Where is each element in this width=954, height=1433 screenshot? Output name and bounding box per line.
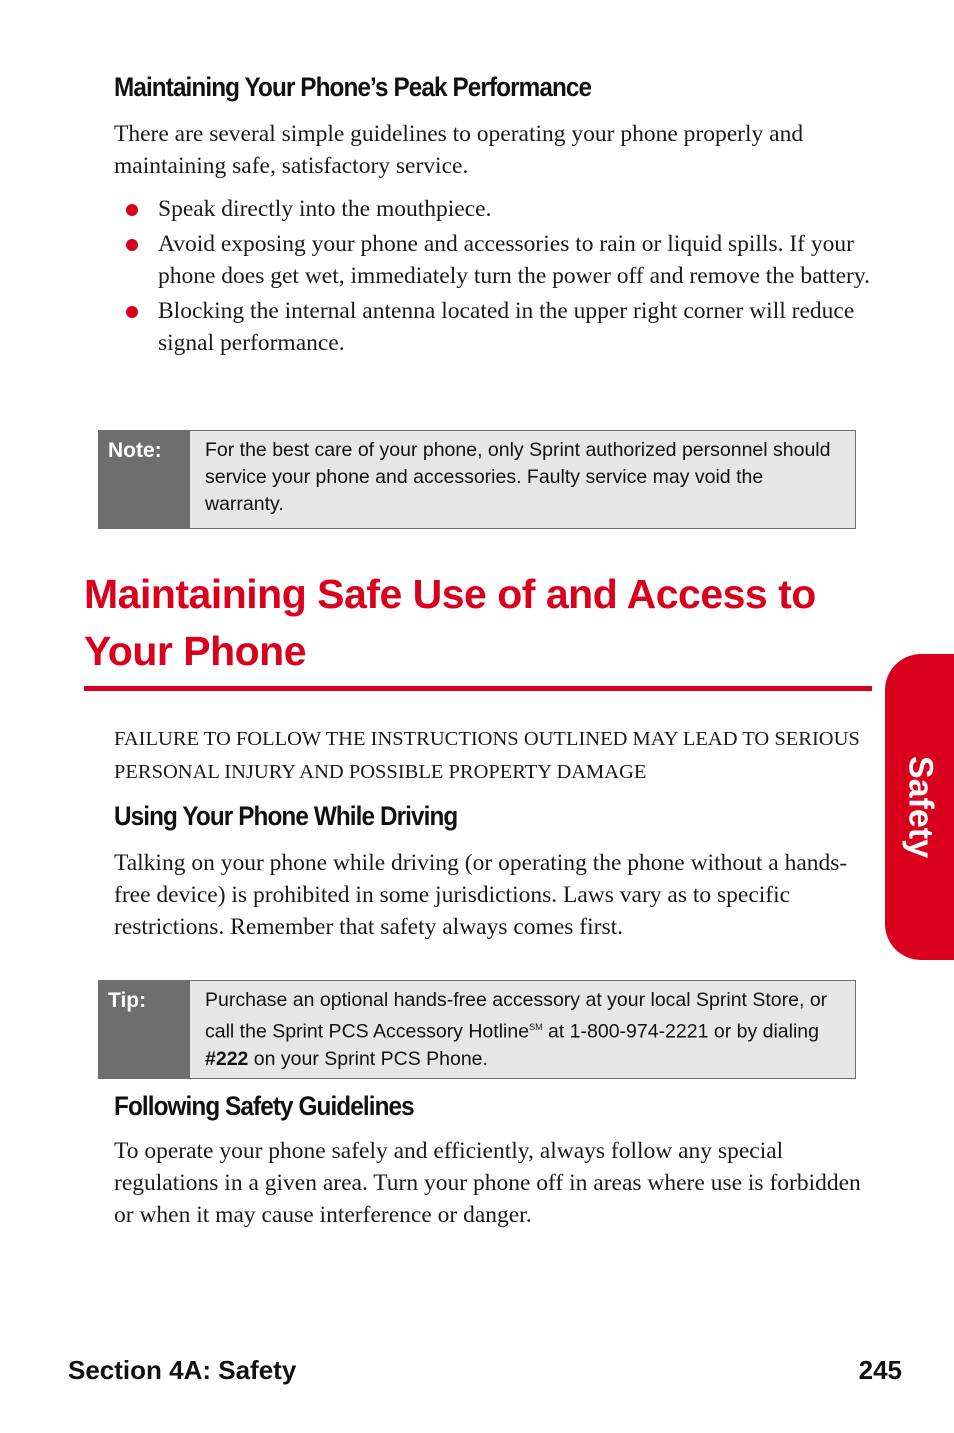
list-item-text: Avoid exposing your phone and accessories to rain or liquid spills. If your phone does get wet, immediately turn the power off and remove the battery. bbox=[158, 231, 870, 289]
bullet-icon bbox=[126, 204, 138, 216]
note-label: Note: bbox=[99, 431, 190, 528]
list-item-text: Blocking the internal antenna located in the upper right corner will reduce signal performance. bbox=[158, 298, 855, 356]
page-number: 245 bbox=[858, 1355, 902, 1385]
tip-text-part-2: at 1-800-974-2221 or by dialing bbox=[542, 1020, 819, 1043]
list-item bbox=[114, 295, 874, 359]
peak-performance-heading: Maintaining Your Phone’s Peak Performance bbox=[114, 72, 592, 102]
tip-callout bbox=[98, 980, 856, 1079]
bullet-icon bbox=[126, 306, 138, 318]
warning-text: FAILURE TO FOLLOW THE INSTRUCTIONS OUTLINED MAY LEAD TO SERIOUS PERSONAL INJURY AND POSSIBLE PROPERTY DAMAGE bbox=[114, 728, 860, 783]
title-divider bbox=[84, 686, 872, 691]
list-item bbox=[114, 193, 874, 225]
driving-heading: Using Your Phone While Driving bbox=[114, 801, 458, 831]
guidelines-heading: Following Safety Guidelines bbox=[114, 1091, 414, 1121]
bullet-icon bbox=[126, 239, 138, 251]
driving-text: Talking on your phone while driving (or operating the phone without a hands-free device) is prohibited in some jurisdictions. Laws vary as to specific restrictions. Remember that safety always comes first. bbox=[114, 850, 848, 940]
side-tab-label: Safety bbox=[901, 755, 939, 859]
note-text: For the best care of your phone, only Sprint authorized personnel should service your phone and accessories. Faulty service may void the warranty. bbox=[205, 439, 831, 515]
section-side-tab bbox=[885, 654, 954, 960]
tip-dial-code: #222 bbox=[205, 1047, 249, 1070]
note-callout bbox=[98, 430, 856, 529]
list-item-text: Speak directly into the mouthpiece. bbox=[158, 196, 492, 222]
tip-text bbox=[190, 981, 855, 1078]
peak-performance-intro: There are several simple guidelines to operating your phone properly and maintaining safe, satisfactory service. bbox=[114, 121, 804, 179]
tip-label: Tip: bbox=[99, 981, 190, 1078]
tip-text-part-1: Purchase an optional hands-free accessory at your local Sprint Store, or call the Sprint PCS Accessory Hotline bbox=[205, 989, 828, 1043]
tip-text-part-3: on your Sprint PCS Phone. bbox=[248, 1047, 488, 1070]
guidelines-text: To operate your phone safely and efficiently, always follow any special regulations in a given area. Turn your phone off in areas where use is forbidden or when it may cause interference or danger. bbox=[114, 1138, 861, 1228]
page-title: Maintaining Safe Use of and Access to Your Phone bbox=[84, 571, 816, 674]
service-mark: SM bbox=[529, 1022, 543, 1032]
footer-section-label: Section 4A: Safety bbox=[68, 1355, 297, 1385]
peak-performance-list bbox=[114, 193, 874, 362]
list-item bbox=[114, 228, 874, 292]
